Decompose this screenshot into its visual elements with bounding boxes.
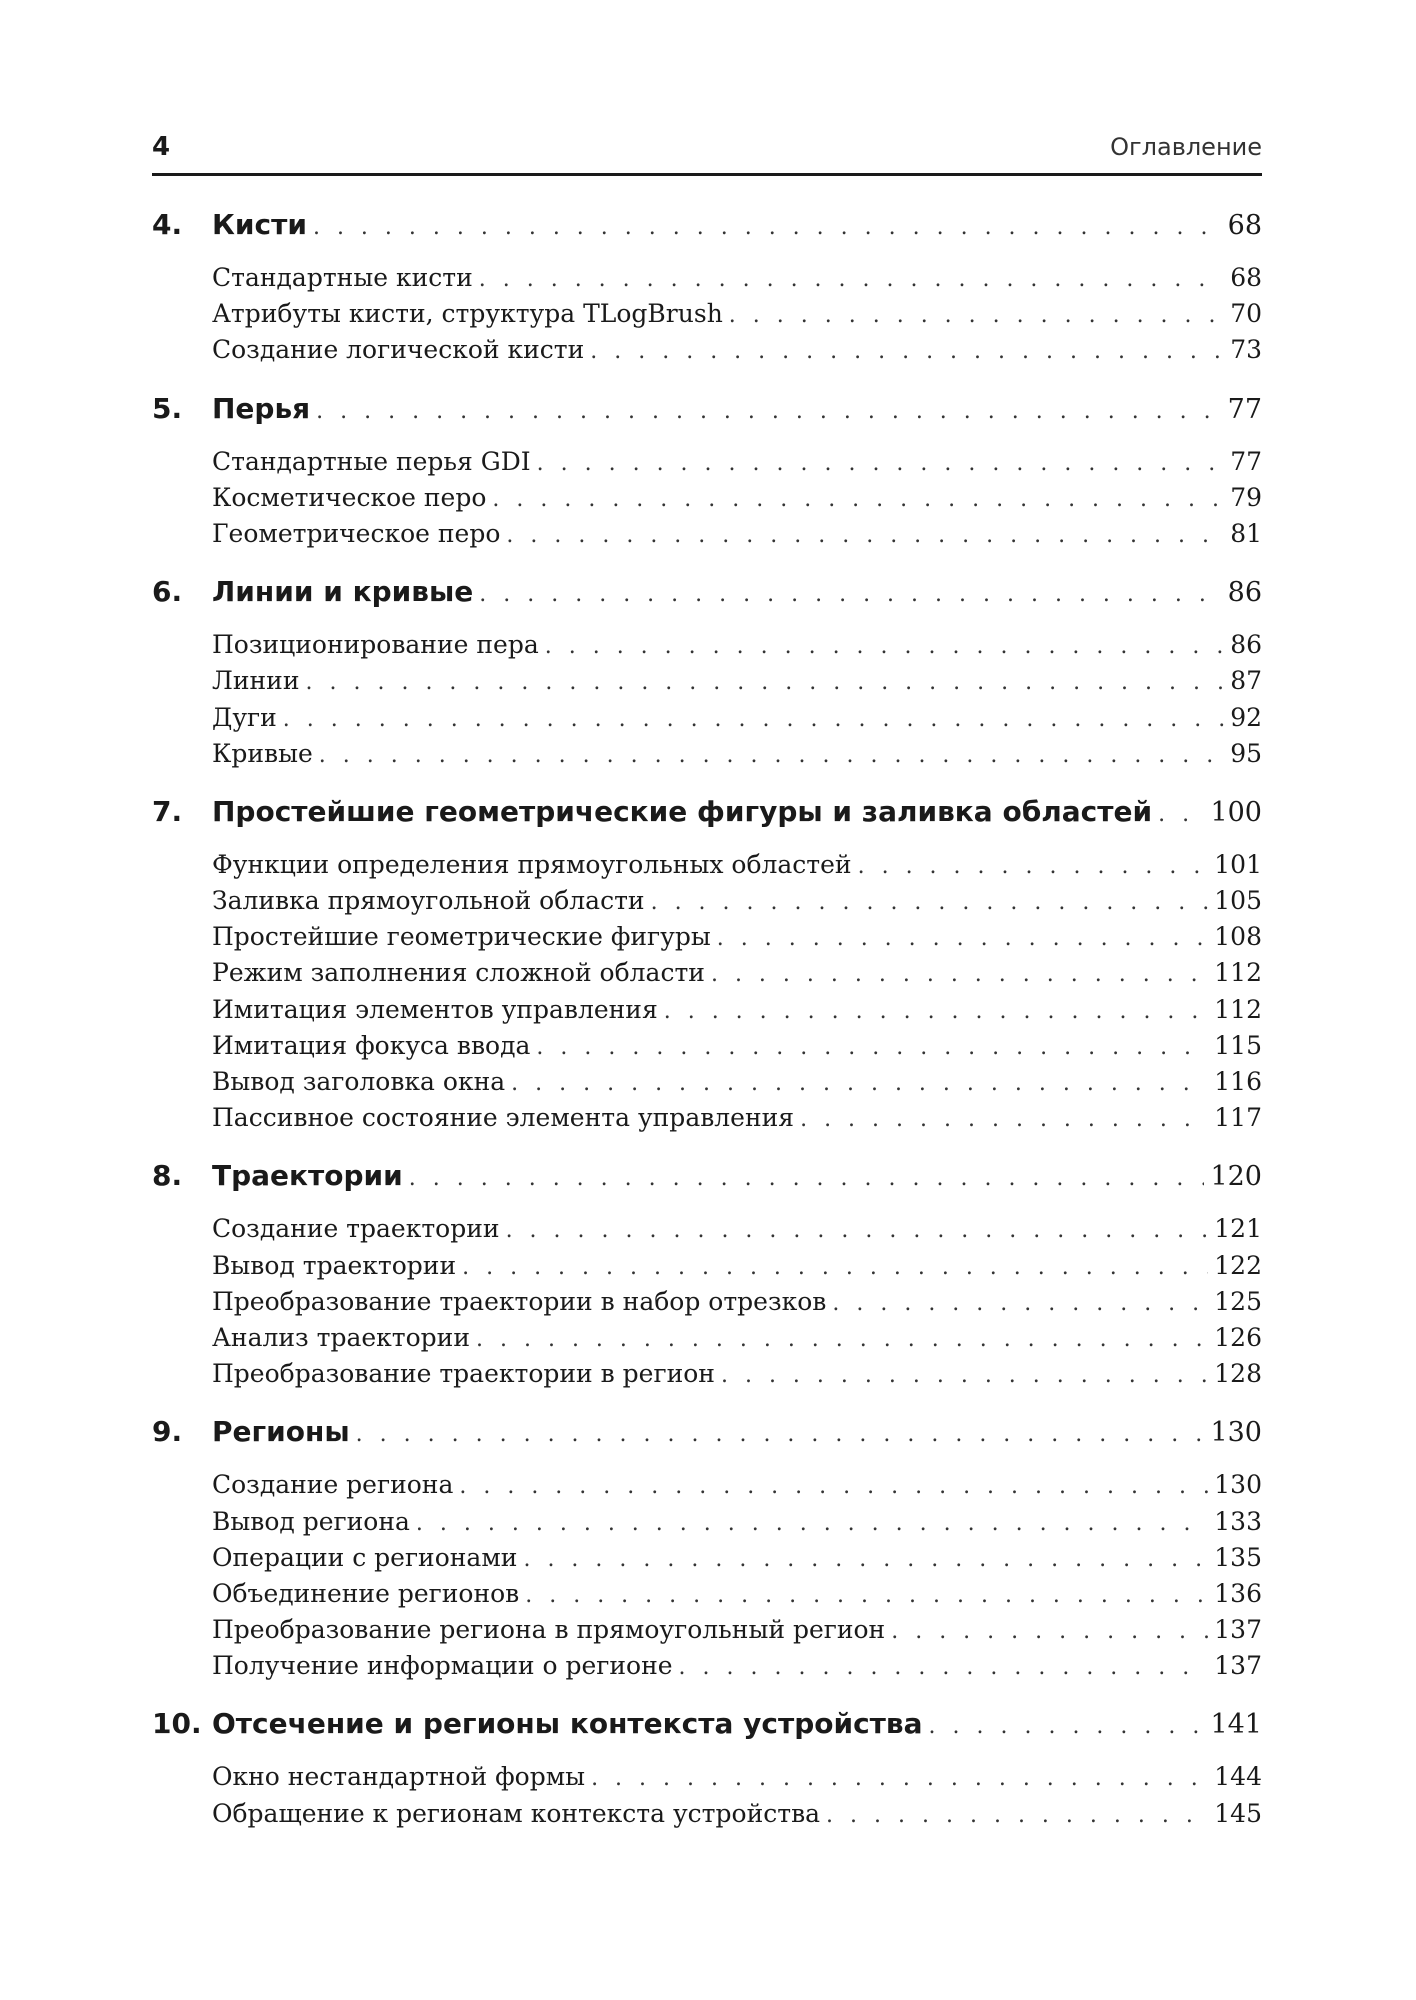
chapter-row[interactable] bbox=[152, 1707, 1262, 1758]
dot-leader bbox=[1158, 802, 1204, 827]
section-page: 136 bbox=[1214, 1578, 1262, 1608]
section-title: Анализ траектории bbox=[212, 1322, 470, 1352]
dot-leader bbox=[929, 1714, 1205, 1739]
section-title: Простейшие геометрические фигуры bbox=[212, 922, 711, 952]
section-row[interactable] bbox=[212, 1762, 1262, 1798]
section-title: Кривые bbox=[212, 738, 313, 768]
chapter-row[interactable] bbox=[152, 575, 1262, 626]
chapter bbox=[152, 1415, 1262, 1687]
dot-leader bbox=[476, 1327, 1208, 1352]
dot-leader bbox=[591, 1766, 1208, 1791]
dot-leader bbox=[409, 1166, 1205, 1191]
section-row[interactable] bbox=[212, 1251, 1262, 1287]
chapter-title: Траектории bbox=[212, 1159, 403, 1193]
section-title: Позиционирование пера bbox=[212, 630, 539, 660]
section-row[interactable] bbox=[212, 995, 1262, 1031]
chapter-title: Перья bbox=[212, 391, 311, 425]
section-title: Создание траектории bbox=[212, 1214, 500, 1244]
section-row[interactable] bbox=[212, 519, 1262, 555]
dot-leader bbox=[891, 1619, 1208, 1644]
section-page: 112 bbox=[1214, 994, 1262, 1024]
section-row[interactable] bbox=[212, 739, 1262, 775]
chapter-number: 5. bbox=[152, 391, 183, 425]
dot-leader bbox=[283, 707, 1224, 732]
section-row[interactable] bbox=[212, 1470, 1262, 1506]
section-page: 117 bbox=[1214, 1103, 1262, 1133]
section-title: Вывод траектории bbox=[212, 1250, 457, 1280]
section-title: Операции с регионами bbox=[212, 1542, 518, 1572]
section-title: Дуги bbox=[212, 702, 277, 732]
dot-leader bbox=[651, 890, 1209, 915]
section-row[interactable] bbox=[212, 1651, 1262, 1687]
chapter-title: Отсечение и регионы контекста устройства bbox=[212, 1707, 923, 1741]
section-row[interactable] bbox=[212, 483, 1262, 519]
dot-leader bbox=[679, 1655, 1209, 1680]
section-title: Стандартные перья GDI bbox=[212, 446, 531, 476]
section-title: Объединение регионов bbox=[212, 1578, 520, 1608]
section-page: 145 bbox=[1214, 1798, 1262, 1828]
section-page: 108 bbox=[1214, 922, 1262, 952]
section-list bbox=[152, 1466, 1262, 1687]
section-page: 95 bbox=[1230, 738, 1262, 768]
chapter-page: 120 bbox=[1210, 1161, 1262, 1193]
dot-leader bbox=[858, 854, 1209, 879]
chapter-number: 10. bbox=[152, 1707, 202, 1741]
section-page: 116 bbox=[1214, 1067, 1262, 1096]
dot-leader bbox=[590, 339, 1224, 364]
dot-leader bbox=[506, 523, 1224, 548]
section-title: Имитация элементов управления bbox=[212, 994, 658, 1024]
running-title: Оглавление bbox=[1110, 133, 1262, 161]
section-title: Пассивное состояние элемента управления bbox=[212, 1103, 795, 1133]
section-page: 101 bbox=[1214, 849, 1262, 879]
section-list bbox=[152, 443, 1262, 556]
section-page: 133 bbox=[1214, 1506, 1262, 1536]
section-title: Вывод региона bbox=[212, 1506, 410, 1536]
section-row[interactable] bbox=[212, 703, 1262, 739]
section-title: Преобразование траектории в регион bbox=[212, 1359, 715, 1389]
section-title: Вывод заголовка окна bbox=[212, 1067, 506, 1096]
section-title: Атрибуты кисти, структура TLogBrush bbox=[212, 299, 723, 329]
chapter bbox=[152, 208, 1262, 372]
section-page: 73 bbox=[1230, 335, 1262, 365]
section-page: 115 bbox=[1214, 1030, 1262, 1060]
section-title: Обращение к регионам контекста устройства bbox=[212, 1798, 821, 1828]
section-title: Линии bbox=[212, 666, 300, 696]
section-list bbox=[152, 1210, 1262, 1395]
section-row[interactable] bbox=[212, 1103, 1262, 1139]
section-list bbox=[152, 259, 1262, 372]
section-title: Создание логической кисти bbox=[212, 335, 585, 365]
dot-leader bbox=[826, 1803, 1208, 1828]
section-title: Получение информации о регионе bbox=[212, 1651, 673, 1681]
dot-leader bbox=[416, 1511, 1208, 1536]
section-row[interactable] bbox=[212, 1287, 1262, 1323]
dot-leader bbox=[356, 1422, 1205, 1447]
section-row[interactable] bbox=[212, 1615, 1262, 1651]
chapter-page: 86 bbox=[1227, 577, 1262, 609]
dot-leader bbox=[545, 634, 1224, 659]
dot-leader bbox=[506, 1218, 1209, 1243]
section-page: 81 bbox=[1230, 518, 1262, 548]
dot-leader bbox=[800, 1107, 1208, 1132]
section-page: 105 bbox=[1214, 886, 1262, 916]
section-row[interactable] bbox=[212, 886, 1262, 922]
chapter bbox=[152, 575, 1262, 775]
section-list bbox=[152, 626, 1262, 775]
dot-leader bbox=[525, 1583, 1208, 1608]
dot-leader bbox=[462, 1255, 1208, 1280]
dot-leader bbox=[523, 1547, 1208, 1572]
section-page: 121 bbox=[1214, 1214, 1262, 1244]
chapter-number: 4. bbox=[152, 208, 183, 241]
section-page: 122 bbox=[1214, 1250, 1262, 1280]
chapter-page: 100 bbox=[1210, 796, 1262, 828]
chapter-page: 130 bbox=[1210, 1417, 1262, 1449]
chapter-number: 8. bbox=[152, 1159, 183, 1193]
section-page: 112 bbox=[1214, 958, 1262, 988]
chapter-row[interactable] bbox=[152, 1159, 1262, 1210]
section-page: 87 bbox=[1230, 666, 1262, 696]
section-title: Косметическое перо bbox=[212, 482, 487, 512]
section-row[interactable] bbox=[212, 263, 1262, 299]
chapter bbox=[152, 795, 1262, 1140]
chapter-row[interactable] bbox=[152, 208, 1262, 259]
dot-leader bbox=[664, 999, 1209, 1024]
section-row[interactable] bbox=[212, 958, 1262, 994]
dot-leader bbox=[319, 743, 1224, 768]
section-title: Создание региона bbox=[212, 1470, 454, 1500]
chapter bbox=[152, 392, 1262, 556]
page-header bbox=[152, 127, 1262, 176]
section-page: 92 bbox=[1230, 702, 1262, 732]
chapter-row[interactable] bbox=[152, 392, 1262, 443]
dot-leader bbox=[479, 582, 1221, 607]
section-page: 144 bbox=[1214, 1762, 1262, 1792]
chapter bbox=[152, 1707, 1262, 1834]
dot-leader bbox=[306, 670, 1225, 695]
dot-leader bbox=[316, 399, 1221, 424]
dot-leader bbox=[711, 962, 1208, 987]
dot-leader bbox=[492, 487, 1224, 512]
dot-leader bbox=[721, 1363, 1208, 1388]
section-title: Стандартные кисти bbox=[212, 263, 473, 292]
section-title: Преобразование траектории в набор отрезков bbox=[212, 1286, 827, 1316]
section-row[interactable] bbox=[212, 850, 1262, 886]
dot-leader bbox=[536, 1035, 1208, 1060]
section-row[interactable] bbox=[212, 1067, 1262, 1103]
section-page: 70 bbox=[1230, 299, 1262, 329]
section-page: 86 bbox=[1230, 630, 1262, 660]
section-page: 128 bbox=[1214, 1359, 1262, 1389]
section-title: Функции определения прямоугольных областей bbox=[212, 849, 852, 879]
section-row[interactable] bbox=[212, 1323, 1262, 1359]
section-row[interactable] bbox=[212, 922, 1262, 958]
section-page: 137 bbox=[1214, 1615, 1262, 1645]
dot-leader bbox=[511, 1071, 1208, 1096]
chapter-row[interactable] bbox=[152, 1415, 1262, 1466]
page-number: 4 bbox=[152, 132, 171, 162]
section-list bbox=[152, 846, 1262, 1140]
chapter-title: Линии и кривые bbox=[212, 575, 474, 609]
table-of-contents bbox=[152, 208, 1262, 1855]
dot-leader bbox=[479, 267, 1224, 292]
section-row[interactable] bbox=[212, 1579, 1262, 1615]
chapter-number: 7. bbox=[152, 794, 183, 828]
section-row[interactable] bbox=[212, 299, 1262, 335]
section-title: Окно нестандартной формы bbox=[212, 1762, 586, 1792]
section-list bbox=[152, 1758, 1262, 1834]
chapter bbox=[152, 1159, 1262, 1395]
section-page: 125 bbox=[1214, 1286, 1262, 1316]
section-title: Имитация фокуса ввода bbox=[212, 1030, 531, 1060]
section-page: 137 bbox=[1214, 1651, 1262, 1681]
dot-leader bbox=[729, 303, 1224, 328]
section-title: Режим заполнения сложной области bbox=[212, 958, 705, 988]
section-title: Заливка прямоугольной области bbox=[212, 886, 645, 916]
dot-leader bbox=[717, 926, 1209, 951]
section-row[interactable] bbox=[212, 1359, 1262, 1395]
section-title: Преобразование региона в прямоугольный регион bbox=[212, 1615, 886, 1645]
dot-leader bbox=[537, 451, 1225, 476]
chapter-page: 68 bbox=[1227, 210, 1262, 241]
section-row[interactable] bbox=[212, 1031, 1262, 1067]
chapter-number: 9. bbox=[152, 1415, 183, 1449]
chapter-title: Регионы bbox=[212, 1415, 350, 1449]
chapter-page: 77 bbox=[1227, 393, 1262, 425]
dot-leader bbox=[459, 1474, 1208, 1499]
section-page: 135 bbox=[1214, 1542, 1262, 1572]
chapter-page: 141 bbox=[1210, 1709, 1262, 1741]
section-page: 79 bbox=[1230, 482, 1262, 512]
section-row[interactable] bbox=[212, 1507, 1262, 1543]
section-row[interactable] bbox=[212, 447, 1262, 483]
chapter-title: Простейшие геометрические фигуры и заливка областей bbox=[212, 794, 1153, 828]
section-page: 126 bbox=[1214, 1322, 1262, 1352]
section-row[interactable] bbox=[212, 1799, 1262, 1835]
section-title: Геометрическое перо bbox=[212, 518, 501, 548]
dot-leader bbox=[832, 1291, 1208, 1316]
chapter-row[interactable] bbox=[152, 795, 1262, 846]
section-row[interactable] bbox=[212, 1543, 1262, 1579]
section-row[interactable] bbox=[212, 1214, 1262, 1250]
chapter-number: 6. bbox=[152, 575, 183, 609]
section-row[interactable] bbox=[212, 335, 1262, 371]
dot-leader bbox=[313, 215, 1222, 240]
section-row[interactable] bbox=[212, 666, 1262, 702]
section-page: 77 bbox=[1230, 446, 1262, 476]
section-page: 68 bbox=[1230, 263, 1262, 292]
section-row[interactable] bbox=[212, 630, 1262, 666]
section-page: 130 bbox=[1214, 1470, 1262, 1500]
chapter-title: Кисти bbox=[212, 208, 307, 241]
